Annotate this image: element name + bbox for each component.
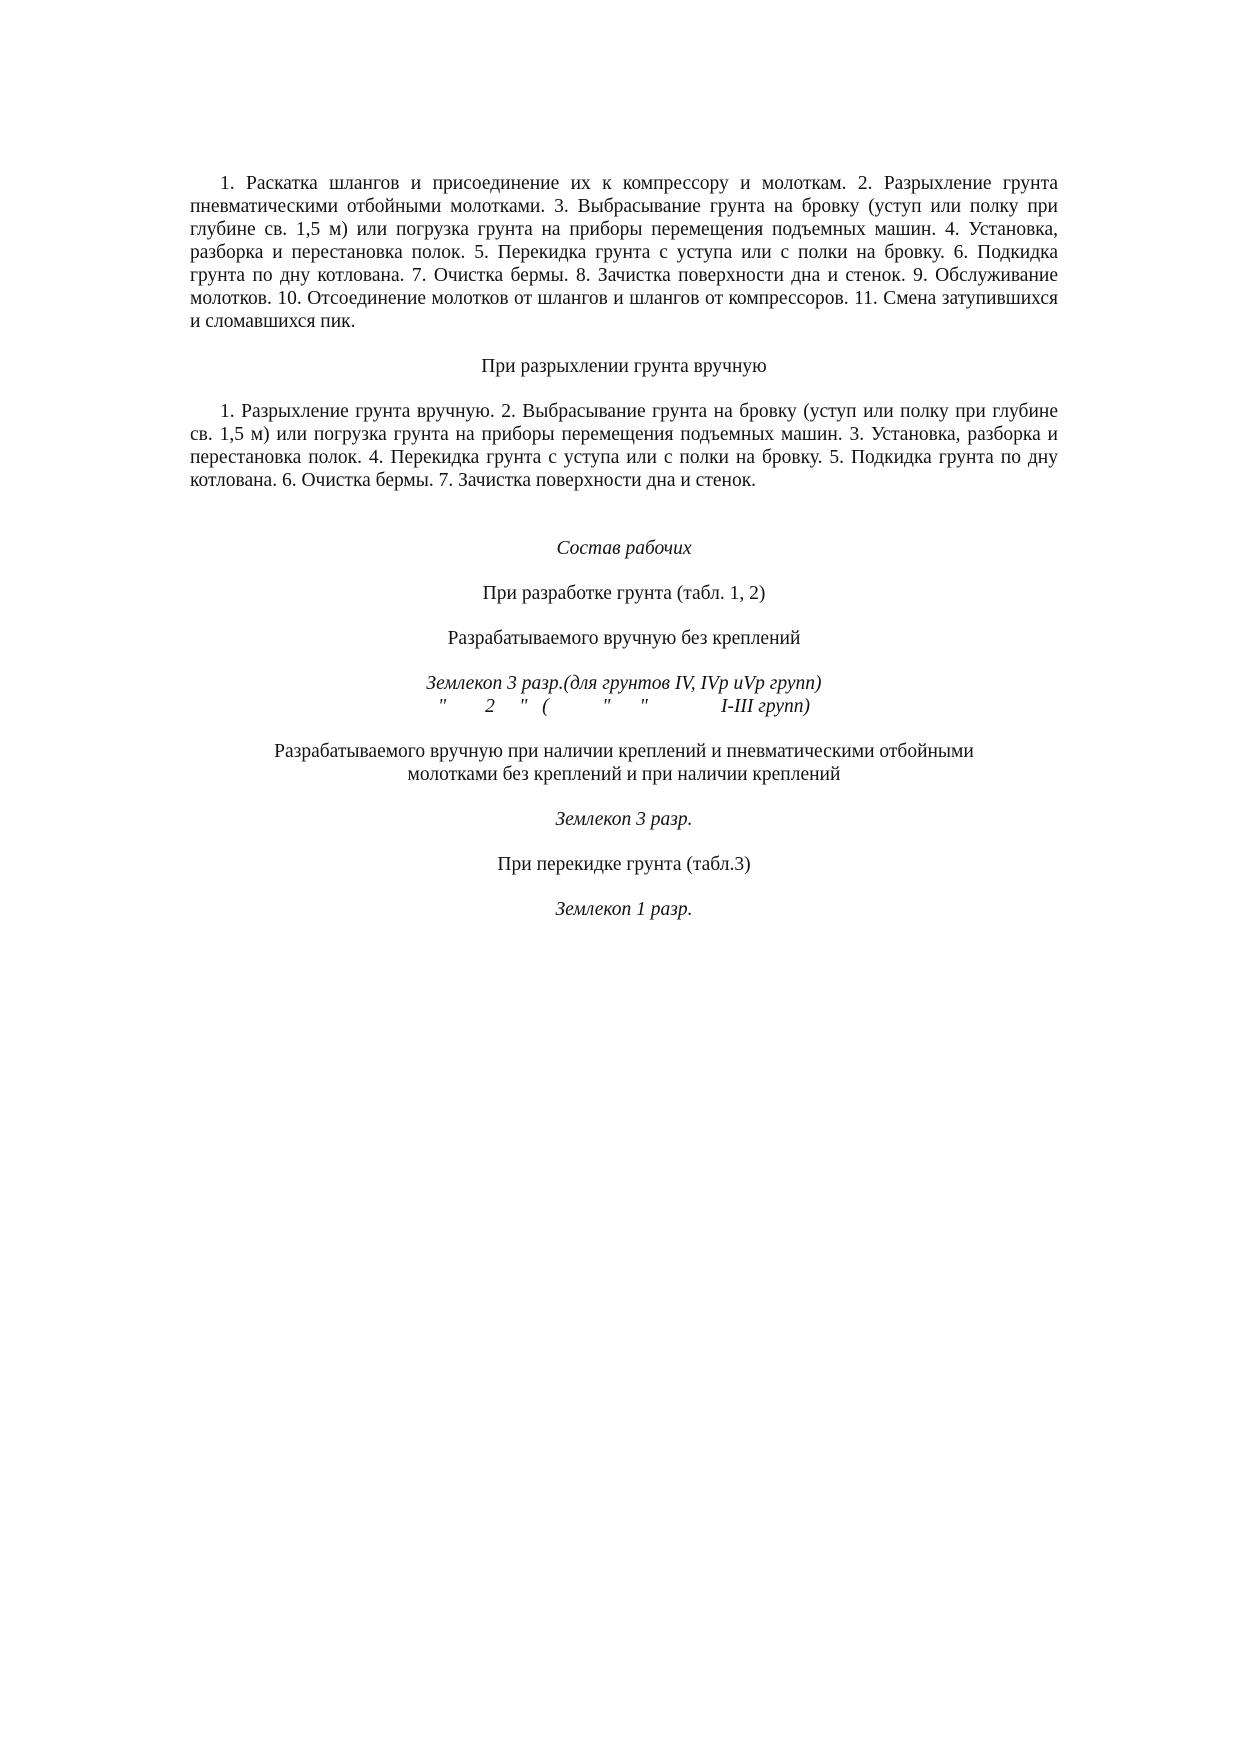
subheading-development: При разработке грунта (табл. 1, 2): [482, 583, 766, 604]
subheading-transfer: При перекидке грунта (табл.3): [497, 854, 751, 875]
worker-grade-3: Землекоп 3 разр.: [555, 809, 693, 830]
document-page: [190, 172, 1058, 921]
heading-manual-loosening: При разрыхлении грунта вручную: [481, 356, 767, 377]
work-steps-paragraph-manual: 1. Разрыхление грунта вручную. 2. Выбрасывание грунта на бровку (уступ или полку при глубине св. 1,5 м) или погрузка грунта на приборы перемещения подъемных машин. 3. Установка, разборка и перестановка полок. 4. Перекидка грунта с уступа или с полки на бровку. 5. Подкидка грунта по дну котлована. 6. Очистка бермы. 7. Зачистка поверхности дна и стенок.: [190, 401, 1058, 491]
subheading-with-supports-line-1: Разрабатываемого вручную при наличии креплений и пневматическими отбойными: [274, 741, 974, 762]
subheading-with-supports-line-2: молотками без креплений и при наличии креплений: [407, 764, 841, 785]
subheading-manual-no-supports: Разрабатываемого вручную без креплений: [447, 628, 801, 649]
worker-line-grade-2: " 2 " ( " " I-III групп): [437, 696, 811, 717]
work-steps-paragraph-pneumatic: 1. Раскатка шлангов и присоединение их к компрессору и молоткам. 2. Разрыхление грунта пневматическими отбойными молотками. 3. Выбрасывание грунта на бровку (уступ или полку при глубине св. 1,5 м) или погрузка грунта на приборы перемещения подъемных машин. 4. Установка, разборка и перестановка полок. 5. Перекидка грунта с уступа или с полки на бровку. 6. Подкидка грунта по дну котлована. 7. Очистка бермы. 8. Зачистка поверхности дна и стенок. 9. Обслуживание молотков. 10. Отсоединение молотков от шлангов и шлангов от компрессоров. 11. Смена затупившихся и сломавшихся пик.: [190, 173, 1058, 332]
worker-grade-1: Землекоп 1 разр.: [555, 899, 693, 920]
worker-line-grade-3: Землекоп 3 разр.(для грунтов IV, IVр иVр групп): [426, 673, 822, 694]
section-title-workers: Состав рабочих: [556, 538, 692, 559]
